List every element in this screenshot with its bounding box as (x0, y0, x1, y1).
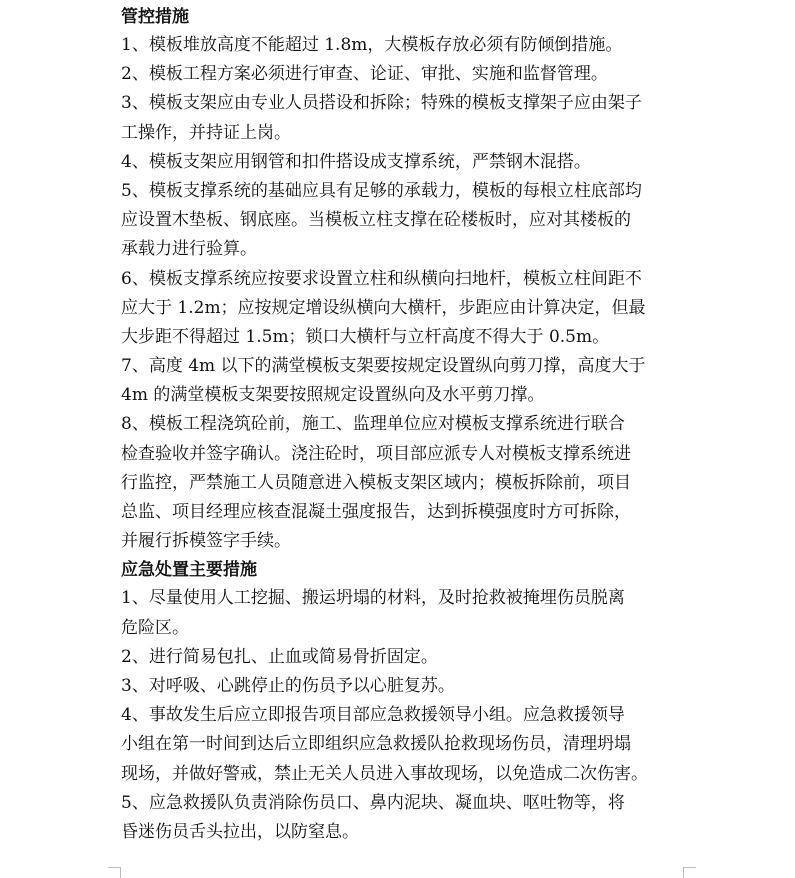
numbered-paragraph (121, 701, 683, 789)
text-line: 4m 的满堂模板支架要按照规定设置纵向及水平剪刀撑。 (121, 385, 545, 406)
text-line: 危险区。 (121, 617, 189, 638)
document-content (121, 3, 683, 847)
numbered-paragraph (121, 789, 683, 847)
page-corner-mark-left (108, 867, 121, 878)
numbered-paragraph (121, 643, 683, 672)
text-line: 2、模板工程方案必须进行审查、论证、审批、实施和监督管理。 (121, 64, 608, 85)
text-line: 现场，并做好警戒，禁止无关人员进入事故现场，以免造成二次伤害。 (121, 763, 648, 784)
text-line: 4、事故发生后应立即报告项目部应急救援领导小组。应急救援领导 (121, 705, 625, 726)
text-line: 行监控，严禁施工人员随意进入模板支架区域内；模板拆除前，项目 (121, 472, 631, 493)
text-line: 8、模板工程浇筑砼前，施工、监理单位应对模板支撑系统进行联合 (121, 414, 625, 435)
text-line: 3、模板支架应由专业人员搭设和拆除；特殊的模板支撑架子应由架子 (121, 93, 642, 114)
text-line: 检查验收并签字确认。浇注砼时，项目部应派专人对模板支撑系统进 (121, 443, 631, 464)
numbered-paragraph (121, 352, 683, 410)
text-line: 小组在第一时间到达后立即组织应急救援队抢救现场伤员，清理坍塌 (121, 734, 631, 755)
text-line: 并履行拆模签字手续。 (121, 531, 291, 552)
text-line: 工操作，并持证上岗。 (121, 122, 291, 143)
numbered-paragraph (121, 672, 683, 701)
text-line: 3、对呼吸、心跳停止的伤员予以心脏复苏。 (121, 675, 455, 696)
section-heading: 应急处置主要措施 (121, 560, 257, 581)
text-line: 应设置木垫板、钢底座。当模板立柱支撑在砼楼板时，应对其楼板的 (121, 210, 631, 231)
text-line: 4、模板支架应用钢管和扣件搭设成支撑系统，严禁钢木混搭。 (121, 151, 591, 172)
numbered-paragraph (121, 177, 683, 265)
text-line: 6、模板支撑系统应按要求设置立柱和纵横向扫地杆，模板立柱间距不 (121, 268, 642, 289)
text-line: 应大于 1.2m；应按规定增设纵横向大横杆，步距应由计算决定，但最 (121, 297, 646, 318)
numbered-paragraph (121, 60, 683, 89)
text-line: 5、模板支撑系统的基础应具有足够的承载力，模板的每根立柱底部均 (121, 180, 642, 201)
text-line: 承载力进行验算。 (121, 239, 257, 260)
text-line: 总监、项目经理应核查混凝土强度报告，达到拆模强度时方可拆除， (121, 502, 631, 522)
text-line: 1、模板堆放高度不能超过 1.8m，大模板存放必须有防倾倒措施。 (121, 35, 623, 55)
numbered-paragraph (121, 410, 683, 556)
text-line: 1、尽量使用人工挖掘、搬运坍塌的材料，及时抢救被掩埋伤员脱离 (121, 588, 625, 609)
numbered-paragraph (121, 265, 683, 353)
text-line: 昏迷伤员舌头拉出，以防窒息。 (121, 821, 359, 842)
text-line: 2、进行简易包扎、止血或简易骨折固定。 (121, 646, 438, 667)
text-line: 5、应急救援队负责消除伤员口、鼻内泥块、凝血块、呕吐物等，将 (121, 792, 625, 813)
numbered-paragraph (121, 584, 683, 642)
text-line: 7、高度 4m 以下的满堂模板支架要按规定设置纵向剪刀撑，高度大于 (121, 356, 646, 377)
numbered-paragraph (121, 148, 683, 177)
text-line: 大步距不得超过 1.5m；锁口大横杆与立杆高度不得大于 0.5m。 (121, 326, 610, 347)
numbered-paragraph (121, 89, 683, 147)
page-corner-mark-right (683, 867, 696, 878)
numbered-paragraph (121, 31, 683, 60)
section-heading: 管控措施 (121, 7, 189, 27)
